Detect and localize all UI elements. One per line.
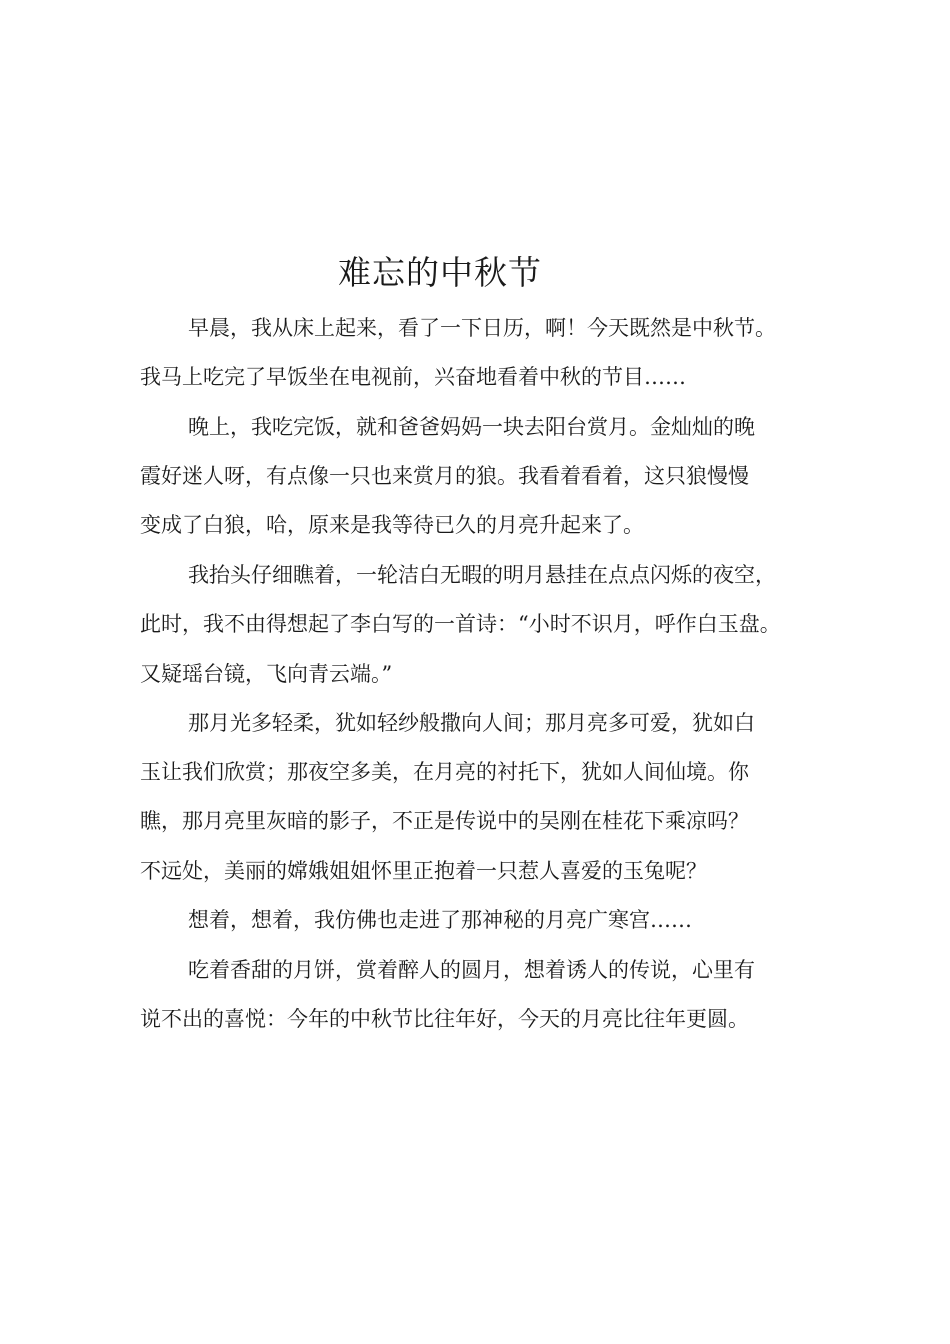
text-line: 想着，想着，我仿佛也走进了那神秘的月亮广寒宫…… — [188, 908, 692, 932]
text-line: 早晨，我从床上起来，看了一下日历，啊！今天既然是中秋节。 — [188, 316, 776, 340]
text-line: 吃着香甜的月饼，赏着醉人的圆月，想着诱人的传说，心里有 — [188, 958, 755, 982]
text-line: 又疑瑶台镜，飞向青云端。” — [140, 662, 393, 686]
text-line: 玉让我们欣赏；那夜空多美，在月亮的衬托下，犹如人间仙境。你 — [140, 760, 749, 784]
text-line: 我抬头仔细瞧着，一轮洁白无暇的明月悬挂在点点闪烁的夜空， — [188, 563, 776, 587]
text-line: 瞧，那月亮里灰暗的影子，不正是传说中的吴刚在桂花下乘凉吗？ — [140, 809, 749, 833]
page-title: 难忘的中秋节 — [338, 253, 542, 292]
text-line: 我马上吃完了早饭坐在电视前，兴奋地看着中秋的节目…… — [140, 365, 686, 389]
text-line: 不远处，美丽的嫦娥姐姐怀里正抱着一只惹人喜爱的玉兔呢？ — [140, 859, 707, 883]
text-line: 变成了白狼，哈，原来是我等待已久的月亮升起来了。 — [140, 513, 644, 537]
text-line: 此时，我不由得想起了李白写的一首诗：“小时不识月，呼作白玉盘。 — [140, 612, 781, 636]
text-line: 晚上，我吃完饭，就和爸爸妈妈一块去阳台赏月。金灿灿的晚 — [188, 415, 755, 439]
text-line: 霞好迷人呀，有点像一只也来赏月的狼。我看着看着，这只狼慢慢 — [140, 464, 749, 488]
text-line: 那月光多轻柔，犹如轻纱般撒向人间；那月亮多可爱，犹如白 — [188, 711, 755, 735]
text-line: 说不出的喜悦：今年的中秋节比往年好，今天的月亮比往年更圆。 — [140, 1007, 749, 1031]
